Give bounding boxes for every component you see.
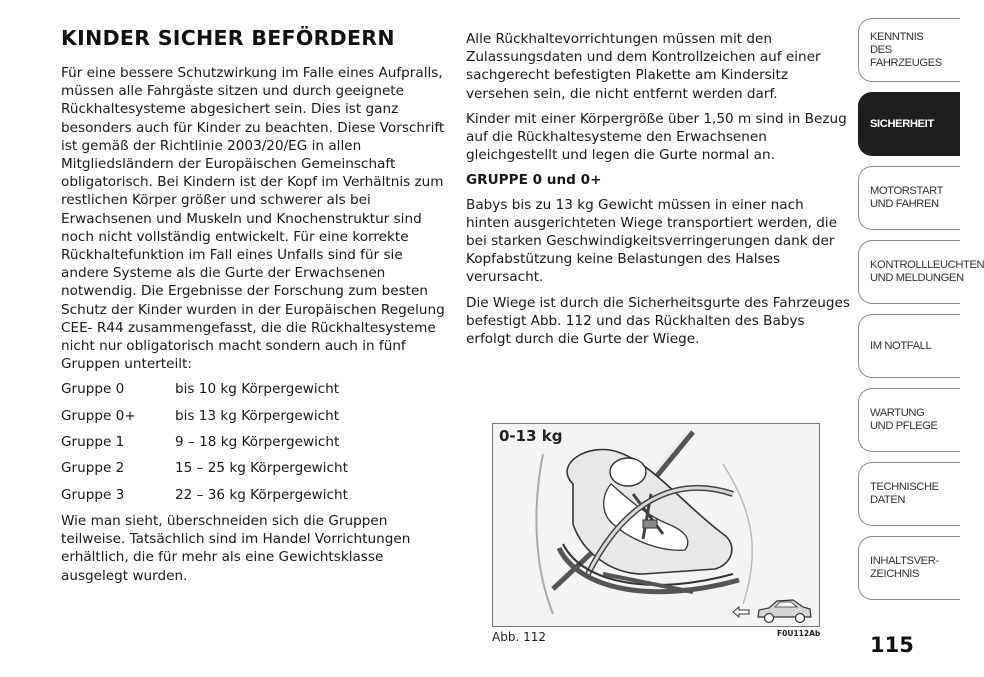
section-title: KINDER SICHER BEFÖRDERN bbox=[61, 26, 395, 50]
group-name: Gruppe 3 bbox=[61, 486, 125, 503]
tab-inhaltsverzeichnis[interactable] bbox=[858, 536, 960, 600]
left-column bbox=[61, 26, 446, 592]
figure-weight-label: 0-13 kg bbox=[499, 427, 563, 445]
tab-notfall[interactable] bbox=[858, 314, 960, 378]
direction-arrow-icon bbox=[732, 606, 750, 618]
tab-label: WARTUNG UND PFLEGE bbox=[870, 407, 938, 432]
tab-technische-daten[interactable] bbox=[858, 462, 960, 526]
group-row bbox=[61, 433, 446, 451]
tab-kenntnis[interactable] bbox=[858, 18, 960, 82]
group-name: Gruppe 1 bbox=[61, 434, 125, 451]
figure-code: F0U112Ab bbox=[777, 629, 821, 638]
group-desc: bis 10 kg Körpergewicht bbox=[175, 381, 340, 398]
group-name: Gruppe 0+ bbox=[61, 407, 136, 424]
group-row bbox=[61, 407, 446, 425]
group-desc: bis 13 kg Körpergewicht bbox=[175, 407, 340, 424]
group-name: Gruppe 2 bbox=[61, 460, 125, 477]
tab-sicherheit[interactable] bbox=[858, 92, 960, 156]
group-0-heading: GRUPPE 0 und 0+ bbox=[466, 172, 602, 189]
page-number: 115 bbox=[870, 633, 914, 657]
tab-label: KONTROLLLEUCHTEN UND MELDUNGEN bbox=[870, 259, 984, 284]
car-side-icon bbox=[755, 595, 813, 625]
tab-label: IM NOTFALL bbox=[870, 339, 932, 352]
tab-wartung[interactable] bbox=[858, 388, 960, 452]
tab-label: KENNTNIS DES FAHRZEUGES bbox=[870, 30, 942, 69]
paragraph-approval: Alle Rückhaltevorrichtungen müssen mit den Zulassungsdaten und dem Kontrollzeichen auf einer sachgerecht befestigten Plakette am Kindersitz versehen sein, die nicht entfernt werden darf. bbox=[466, 31, 821, 102]
tab-label: INHALTSVER- ZEICHNIS bbox=[870, 555, 939, 580]
group-list bbox=[61, 380, 446, 503]
paragraph-babies: Babys bis zu 13 kg Gewicht müssen in einer nach hinten ausgerichteten Wiege transportiert werden, die bei starken Geschwindigkeitsverringerungen dank der Kopfabstützung keine Belastungen des Halses verursacht. bbox=[466, 196, 838, 286]
group-row bbox=[61, 380, 446, 398]
group-desc: 22 – 36 kg Körpergewicht bbox=[175, 486, 348, 503]
intro-paragraph: Für eine bessere Schutzwirkung im Falle eines Aufpralls, müssen alle Fahrgäste sitzen und durch geeignete Rückhaltesysteme abgesichert sein. Dies ist ganz besonders auch für Kinder zu beachten. Diese Vorschrift ist gemäß der Richtlinie 2003/20/EG in allen Mitgliedsländern der Europäischen Gemeinschaft obligatorisch. Bei Kindern ist der Kopf im Verhältnis zum restlichen Körper größer und schwerer als bei Erwachsenen und Muskeln und Knochenstruktur sind noch nicht vollständig entwickelt. Für eine korrekte Rückhaltefunktion im Fall eines Unfalls sind für sie andere Systeme als die Gurte der Erwachsenen notwendig. Die Ergebnisse der Forschung zum besten Schutz der Kinder wurden in der Europäischen Regelung CEE- R44 zusammengefasst, die die Rückhaltesysteme nicht nur obligatorisch macht sondern auch in fünf Gruppen unterteilt: bbox=[61, 65, 445, 373]
group-desc: 9 – 18 kg Körpergewicht bbox=[175, 434, 340, 451]
figure-caption: Abb. 112 bbox=[492, 630, 546, 644]
group-row bbox=[61, 486, 446, 504]
tab-motorstart[interactable] bbox=[858, 166, 960, 230]
group-name: Gruppe 0 bbox=[61, 381, 125, 398]
tab-label: TECHNISCHE DATEN bbox=[870, 481, 939, 506]
paragraph-height: Kinder mit einer Körpergröße über 1,50 m sind in Bezug auf die Rückhaltesysteme den Erwachsenen gleichgestellt und legen die Gurte normal an. bbox=[466, 110, 847, 164]
group-desc: 15 – 25 kg Körpergewicht bbox=[175, 460, 348, 477]
right-column bbox=[466, 30, 851, 355]
tab-kontrollleuchten[interactable] bbox=[858, 240, 984, 304]
outro-paragraph: Wie man sieht, überschneiden sich die Gruppen teilweise. Tatsächlich sind im Handel Vorrichtungen erhältlich, die für mehr als eine Gewichtsklasse ausgelegt wurden. bbox=[61, 512, 411, 584]
chapter-tabs bbox=[858, 18, 984, 610]
paragraph-cradle: Die Wiege ist durch die Sicherheitsgurte des Fahrzeuges befestigt Abb. 112 und das Rückhalten des Babys erfolgt durch die Gurte der Wiege. bbox=[466, 294, 850, 348]
tab-label: MOTORSTART UND FAHREN bbox=[870, 185, 944, 210]
tab-label: SICHERHEIT bbox=[870, 117, 934, 130]
group-row bbox=[61, 459, 446, 477]
figure-112 bbox=[492, 423, 820, 627]
